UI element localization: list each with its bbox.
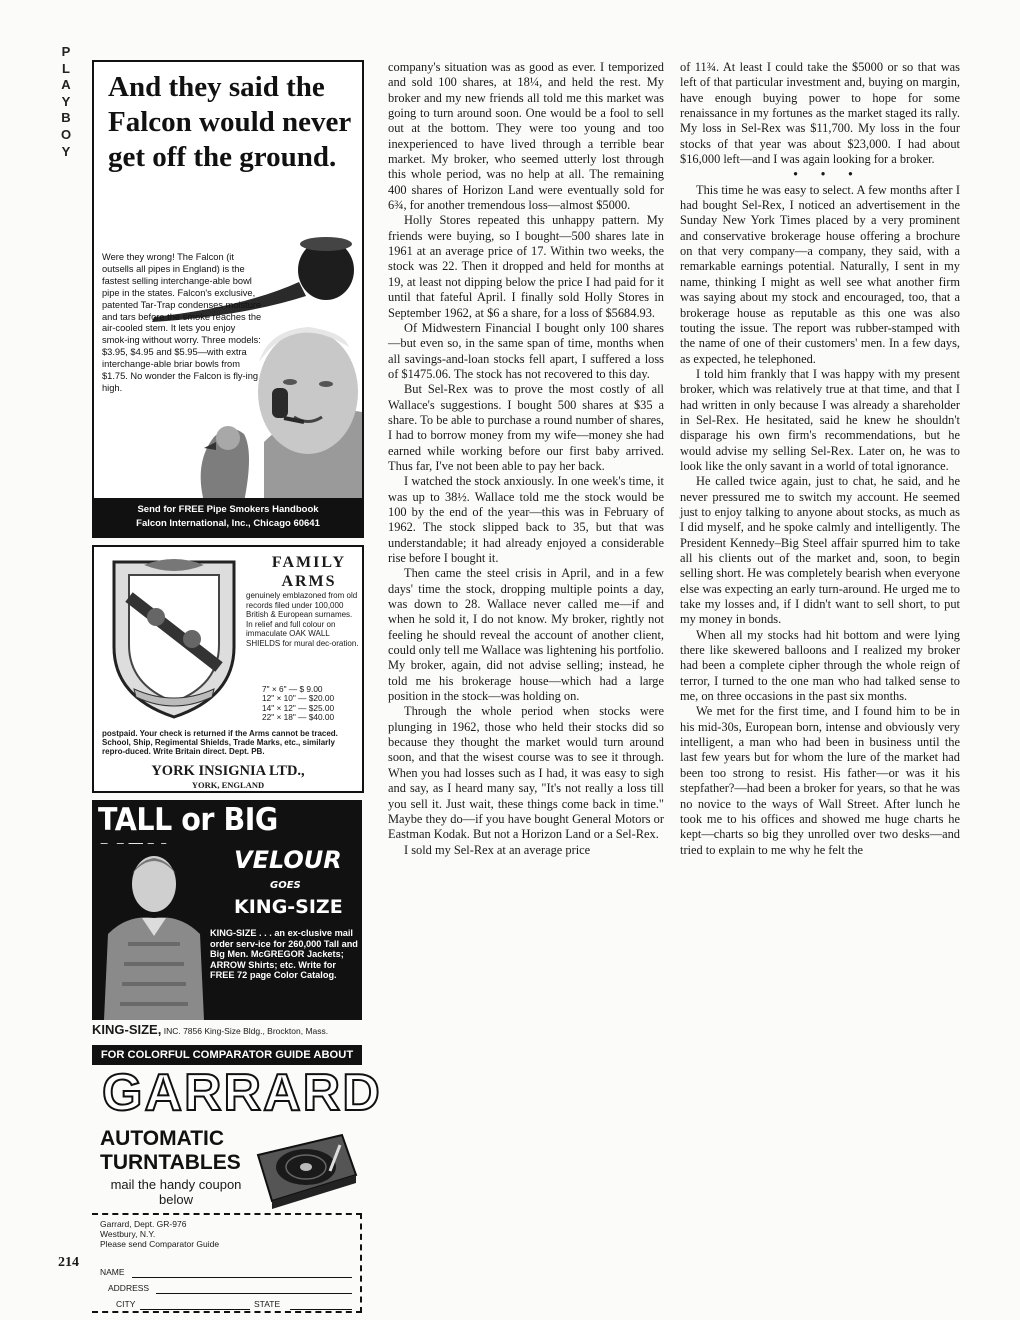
- man-in-sweater-photo: [98, 844, 210, 1020]
- falcon-footer-line1: Send for FREE Pipe Smokers Handbook: [137, 504, 319, 515]
- page-number: 214: [58, 1255, 79, 1270]
- magazine-letter: O: [60, 126, 72, 142]
- tall-ad-footer: [92, 1022, 364, 1037]
- falcon-headline: And they said the Falcon would never get off the ground.: [108, 71, 351, 173]
- garrard-product-line1: AUTOMATIC: [100, 1127, 225, 1150]
- coupon-city-label: CITY: [116, 1299, 136, 1309]
- magazine-letter: Y: [61, 93, 71, 109]
- coupon-city-field[interactable]: [140, 1309, 250, 1310]
- garrard-ad: [92, 1045, 382, 1315]
- tall-ad-footer-brand: KING-SIZE,: [92, 1022, 162, 1037]
- family-arms-company: YORK INSIGNIA LTD.,: [151, 763, 305, 779]
- garrard-product-line2: TURNTABLES: [100, 1151, 241, 1174]
- coupon-state-label: STATE: [254, 1299, 281, 1309]
- garrard-coupon[interactable]: [92, 1213, 362, 1313]
- tall-ad-body: KING-SIZE . . . an ex-clusive mail order serv-ice for 260,000 Tall and Big Men. McGREGOR Jackets; ARROW Shirts; etc. Write for FREE 72 page Color Catalog.: [210, 928, 358, 981]
- article-paragraph: I watched the stock anxiously. In one week's time, it was up to 38½. Wallace told me the stock would be 100 by the end of the year—this was in February of 1962. The stock slipped back to 35, but that was understandable; it had already enjoyed a considerable rise before I bought it.: [388, 474, 664, 565]
- article-paragraph: This time he was easy to select. A few months after I had bought Sel-Rex, I noticed an advertisement in the Sunday New York Times placed by a very prominent and conservative brokerage house offering a brochure on that very company—a company, they said, with a remarkable earnings potential. Naturally, I sent in my name, thinking I might as well see what another firm was saying about my stock and encouraged, too, that a brokerage house as reputable as this one was also touting the issue. The report was rubber-stamped with the name of one of their customers' men. In a few days, as expected, he telephoned.: [680, 182, 960, 366]
- falcon-pipe-ad: [92, 60, 364, 538]
- garrard-top-banner: FOR COLORFUL COMPARATOR GUIDE ABOUT: [92, 1045, 362, 1065]
- coupon-address-line1: Garrard, Dept. GR-976: [100, 1219, 187, 1229]
- article-paragraph: But Sel-Rex was to prove the most costly of all Wallace's suggestions. I bought 500 shares at $35 a share. To be able to purchase a round number of shares, I had to borrow money from my wife—money she had earned while working before our first baby arrived. Thus far, I've not been able to pay her back.: [388, 382, 664, 473]
- family-arms-city: YORK, ENGLAND: [191, 780, 265, 790]
- magazine-letter: A: [61, 77, 71, 93]
- coupon-state-field[interactable]: [290, 1309, 352, 1310]
- article-paragraph: of 11¾. At least I could take the $5000 or so that was left of that particular investment and, buying on margin, have enough buying power to hope for some renaissance in my fortunes as the market staged its rally. My loss in Sel-Rex was $11,700. My loss in the four stocks of that year was about $23,000. I had about $16,000 left—and I was again looking for a broker.: [680, 60, 960, 167]
- article-paragraph: We met for the first time, and I found him to be in his mid-30s, European born, intense and obviously very intelligent, a man who had been in business until the last few years but for whom the lure of the market had been too strong to resist. His father—or was it his stepfather?—had been a broker for years, so that he was no novice to the ways of Wall Street. After lunch he took me to his offices and showed me huge charts he kept—charts so big they unrolled over two desks—and tried to explain to me why he felt the: [680, 704, 960, 857]
- falcon-footer-line2: Falcon International, Inc., Chicago 60641: [136, 518, 320, 529]
- coupon-address-line2: Westbury, N.Y.: [100, 1229, 156, 1239]
- turntable-image: [252, 1125, 358, 1211]
- coupon-address-block: [100, 1219, 219, 1249]
- falcon-body-text: Were they wrong! The Falcon (it outsells all pipes in England) is the fastest selling interchange-able bowl pipe in the states. Falcon's exclusive, patented Tar-Trap condenses moisture and tars before the smoke reaches the air-cooled stem. It lets you enjoy smok-ing without worry. Three models: $3.95, $4.95 and $5.95—with extra interchange-able briar bowls from $1.75. No wonder the Falcon is fly-ing high.: [102, 252, 262, 393]
- magazine-name-vertical: [58, 44, 74, 160]
- family-arms-title: [254, 553, 364, 591]
- coupon-name-label: NAME: [100, 1267, 125, 1277]
- coupon-address-line3: Please send Comparator Guide: [100, 1239, 220, 1249]
- section-separator: • • •: [793, 167, 863, 182]
- magazine-letter: L: [62, 60, 70, 76]
- article-paragraph: He called twice again, just to chat, he said, and he never pressured me to switch my account. He seemed just to enjoy talking to anyone about stocks, as much as I did myself, and he spoke calmly and intelligently. The President Kennedy–Big Steel affair spurred him to take all his clients out of the market and, soon, to begin selling short. He was completely bearish when everyone else was expecting an early turn-around. He urged me to take my losses and, if I didn't want to sell short, to put my money in bonds.: [680, 474, 960, 627]
- family-arms-title-line1: FAMILY: [271, 554, 347, 571]
- garrard-product: [100, 1127, 241, 1175]
- article-paragraph: I told him frankly that I was happy with my present broker, which was relatively true at that time, and that I had written in only because I was already a shareholder in Sel-Rex. He hesitated, said he knew he shouldn't disparage his own firm's recommendations, but he would advise my selling Sel-Rex. Later on, he was to look like the only savant in a world of total ignorance.: [680, 366, 960, 473]
- tall-ad-title: TALL or BIG: [98, 802, 278, 838]
- tall-ad-kingsize: KING-SIZE: [234, 896, 343, 918]
- coupon-address-field[interactable]: [156, 1293, 352, 1294]
- falcon-footer: [94, 498, 362, 536]
- article-paragraph: company's situation was as good as ever. I temporized and sold 100 shares, at 18¼, and held the rest. My broker and my new friends all told me this market was going to turn around soon. One would be a fool to sell out at the bottom. They were too young and too inexperienced to have lived through a terrible bear market. My broker, who seemed utterly lost through this whole period, was no help at all. The remaining 400 shares of Horizon Land were eventually sold for 6¾, for another tremendous loss—almost $5000.: [388, 60, 664, 213]
- tall-ad-velour: VELOUR: [234, 846, 342, 874]
- article-column-2: [680, 60, 960, 858]
- magazine-letter: B: [61, 110, 71, 126]
- coupon-name-field[interactable]: [132, 1277, 352, 1278]
- tall-ad-goes: GOES: [270, 880, 301, 891]
- article-paragraph: When all my stocks had hit bottom and were lying there like skewered balloons and I realized my broker had been a complete cipher through the whole reign of terror, I turned to the one man who had talked sense to me, on three occasions in the past six months.: [680, 627, 960, 704]
- garrard-brand-name: GARRARD: [102, 1064, 382, 1122]
- tall-big-men-ad: [92, 800, 364, 1040]
- family-arms-body: genuinely emblazoned from old records filed under 100,000 British & European surnames. In relief and full colour on immaculate OAK WALL SHIELDS for mural dec-oration.: [246, 591, 359, 648]
- article-column-1: [388, 60, 664, 858]
- article-paragraph: Through the whole period when stocks were plunging in 1962, those who held their stocks did so because they thought the market would turn around soon, and that the wisest course was to see it through. When you had losses such as I had, it was easy to sigh and say, as I heard many say, "It's not really a loss till you sell it. Just wait, these things come back in time." Maybe they do—if you have bought General Motors or Eastman Kodak. But not a Horizon Land or a Sel-Rex.: [388, 704, 664, 842]
- article-paragraph: Then came the steel crisis in April, and in a few days' time the stock, dropping multiple points a day, was down to 28. Wallace never called me—if and when he sold it, I do not know. My broker, rightly not feeling he should reveal the account of another client, could only tell me Wallace was lightening his portfolio. My broker, again, did not advise selling; instead, he told me his brokerage house—which had a large position in the stock—was holding on.: [388, 566, 664, 704]
- garrard-mail-prompt: mail the handy coupon below: [110, 1177, 242, 1207]
- coupon-address-label: ADDRESS: [108, 1283, 150, 1293]
- family-arms-ad: [92, 545, 364, 793]
- article-paragraph: Of Midwestern Financial I bought only 100 shares—but even so, in the same span of time, months when all savings-and-loan stocks fell apart, I suffered a loss of $1475.06. The stock has not recovered to this day.: [388, 320, 664, 381]
- family-arms-prices: 7" × 6" — $ 9.00 12" × 10" — $20.00 14" × 12" — $25.00 22" × 18" — $40.00: [262, 684, 335, 723]
- family-arms-postpaid-note: postpaid. Your check is returned if the Arms cannot be traced. School, Ship, Regimental Shields, Trade Marks, etc., similarly repro-duced. Write Britain direct. Dept. PB.: [102, 729, 338, 757]
- family-arms-title-line2: ARMS: [281, 573, 337, 590]
- article-paragraph: Holly Stores repeated this unhappy pattern. My friends were buying, so I bought—500 shares late in 1961 at an average price of 17. Within two weeks, the stock was 22. Then it dropped and held for months at 19, at least not dipping below the price I had paid for it until that fateful April. I finally sold Holly Stores in September 1962, at $6 a share, for a loss of $5684.93.: [388, 213, 664, 320]
- article-paragraph: I sold my Sel-Rex at an average price: [404, 842, 591, 857]
- magazine-letter: P: [61, 44, 71, 59]
- magazine-letter: Y: [61, 143, 71, 159]
- tall-ad-footer-address: INC. 7856 King-Size Bldg., Brockton, Mass.: [161, 1026, 329, 1036]
- coat-of-arms-shield-image: [104, 557, 244, 723]
- tall-ad-panel: [92, 800, 362, 1020]
